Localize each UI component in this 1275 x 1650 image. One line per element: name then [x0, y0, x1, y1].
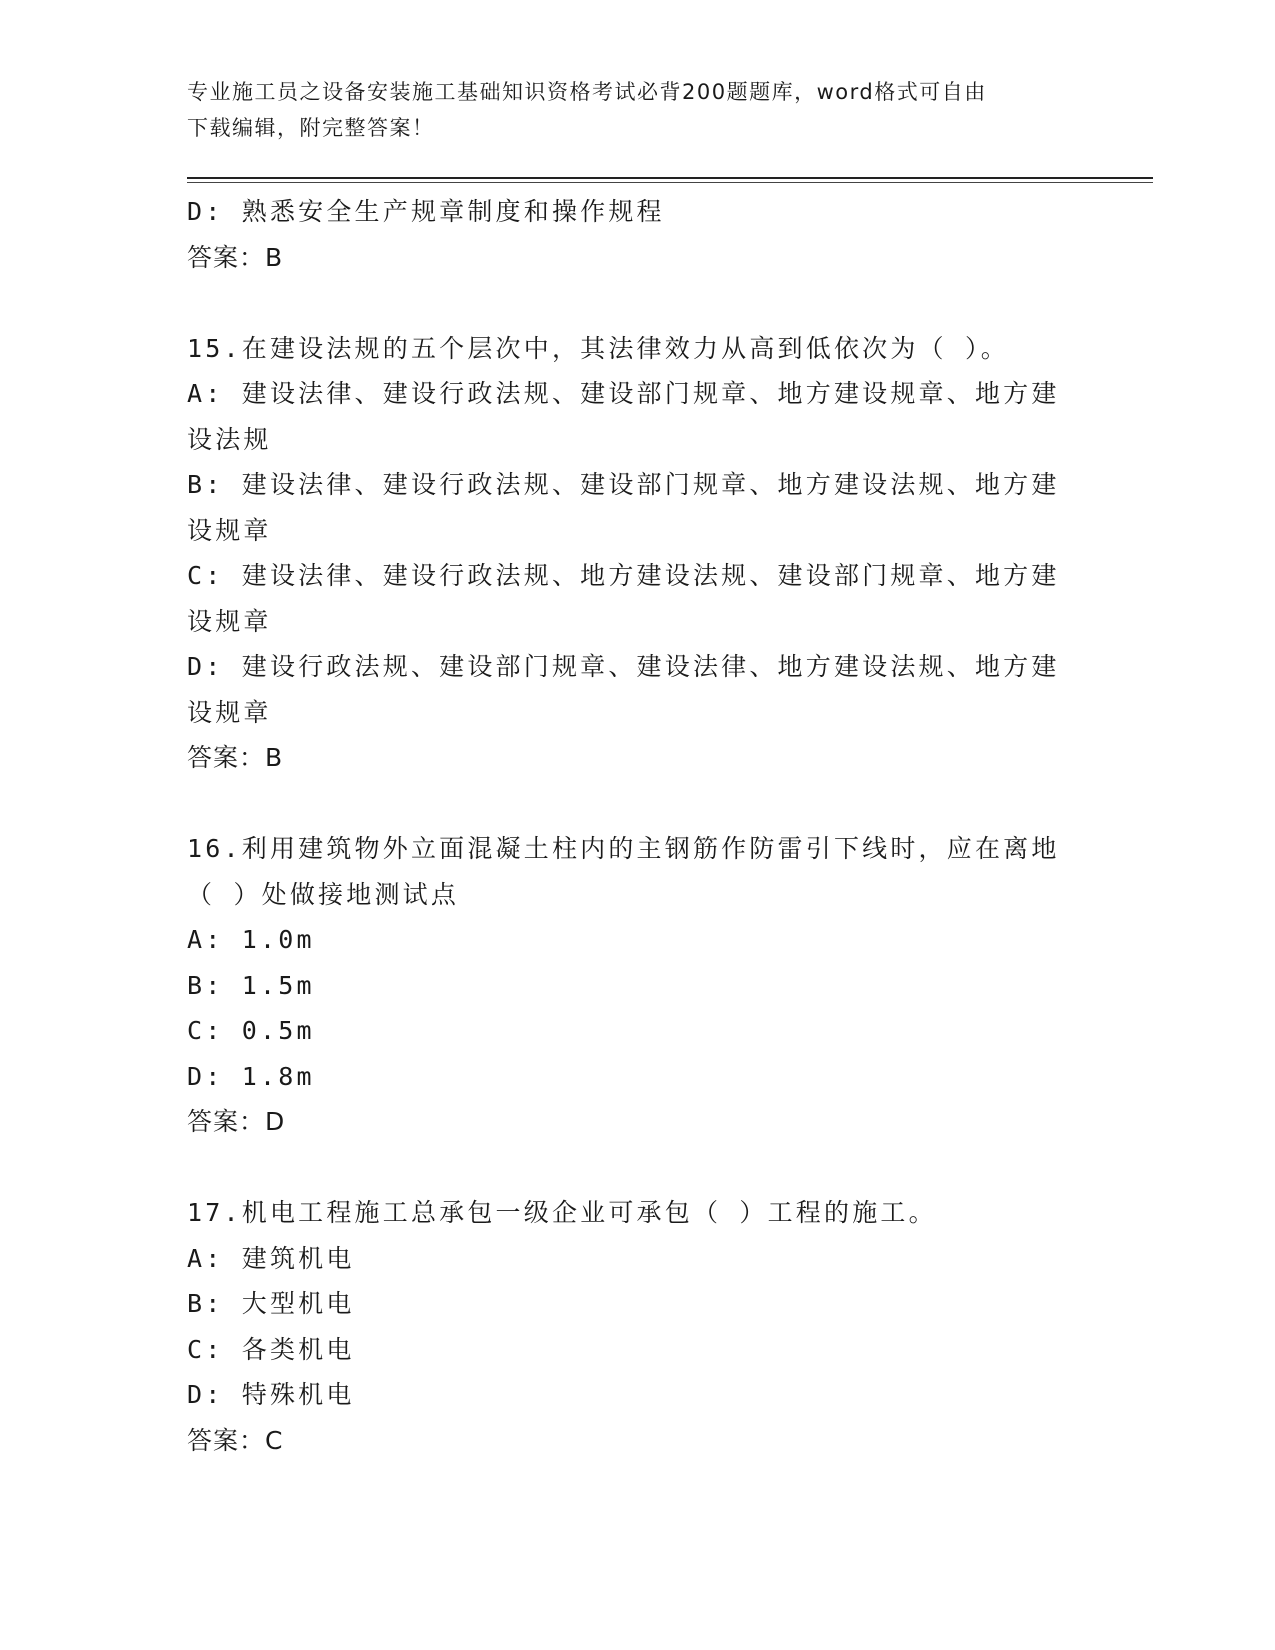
answer: 答案：C [187, 1425, 284, 1455]
answer: 答案：D [187, 1107, 286, 1136]
option-d-line-1: D: 建设行政法规、建设部门规章、建设法律、地方建设法规、地方建 [187, 652, 1060, 681]
option-a-line-2: 设法规 [187, 424, 272, 454]
question-block [187, 1190, 1087, 1463]
header-line-1: 专业施工员之设备安装施工基础知识资格考试必背200题题库，word格式可自由 [187, 80, 987, 104]
option-a: A: 1.0m [187, 925, 315, 954]
option-c-line-2: 设规章 [187, 606, 272, 636]
question-stem-line-1: 16.利用建筑物外立面混凝土柱内的主钢筋作防雷引下线时，应在离地 [187, 834, 1060, 863]
question-stem: 17.机电工程施工总承包一级企业可承包（ ）工程的施工。 [187, 1198, 937, 1227]
answer: 答案：B [187, 743, 284, 772]
spacer [187, 781, 1087, 827]
option-d-line-2: 设规章 [187, 697, 272, 727]
carryover-answer: 答案：B [187, 242, 284, 272]
option-b: B: 1.5m [187, 970, 315, 1000]
spacer [187, 1145, 1087, 1191]
option-a: A: 建筑机电 [187, 1243, 355, 1273]
question-block [187, 326, 1087, 781]
question-block [187, 826, 1087, 1145]
header-line-2: 下载编辑，附完整答案！ [187, 116, 435, 140]
option-b: B: 大型机电 [187, 1289, 355, 1318]
carryover-option-d: D: 熟悉安全生产规章制度和操作规程 [187, 197, 665, 226]
document-header [187, 74, 1087, 146]
option-c: C: 0.5m [187, 1016, 315, 1045]
question-stem-line-2: （ ）处做接地测试点 [187, 879, 460, 909]
option-d: D: 特殊机电 [187, 1380, 355, 1409]
option-b-line-2: 设规章 [187, 515, 272, 545]
option-c: C: 各类机电 [187, 1334, 355, 1364]
option-b-line-1: B: 建设法律、建设行政法规、建设部门规章、地方建设法规、地方建 [187, 470, 1060, 499]
spacer [187, 280, 1087, 326]
option-c-line-1: C: 建设法律、建设行政法规、地方建设法规、建设部门规章、地方建 [187, 561, 1060, 590]
header-divider-thin [187, 182, 1153, 183]
question-content [187, 189, 1087, 1463]
question-stem: 15.在建设法规的五个层次中，其法律效力从高到低依次为（ ）。 [187, 333, 1009, 363]
option-d: D: 1.8m [187, 1061, 315, 1091]
header-divider-thick [187, 177, 1153, 179]
option-a-line-1: A: 建设法律、建设行政法规、建设部门规章、地方建设规章、地方建 [187, 379, 1060, 408]
